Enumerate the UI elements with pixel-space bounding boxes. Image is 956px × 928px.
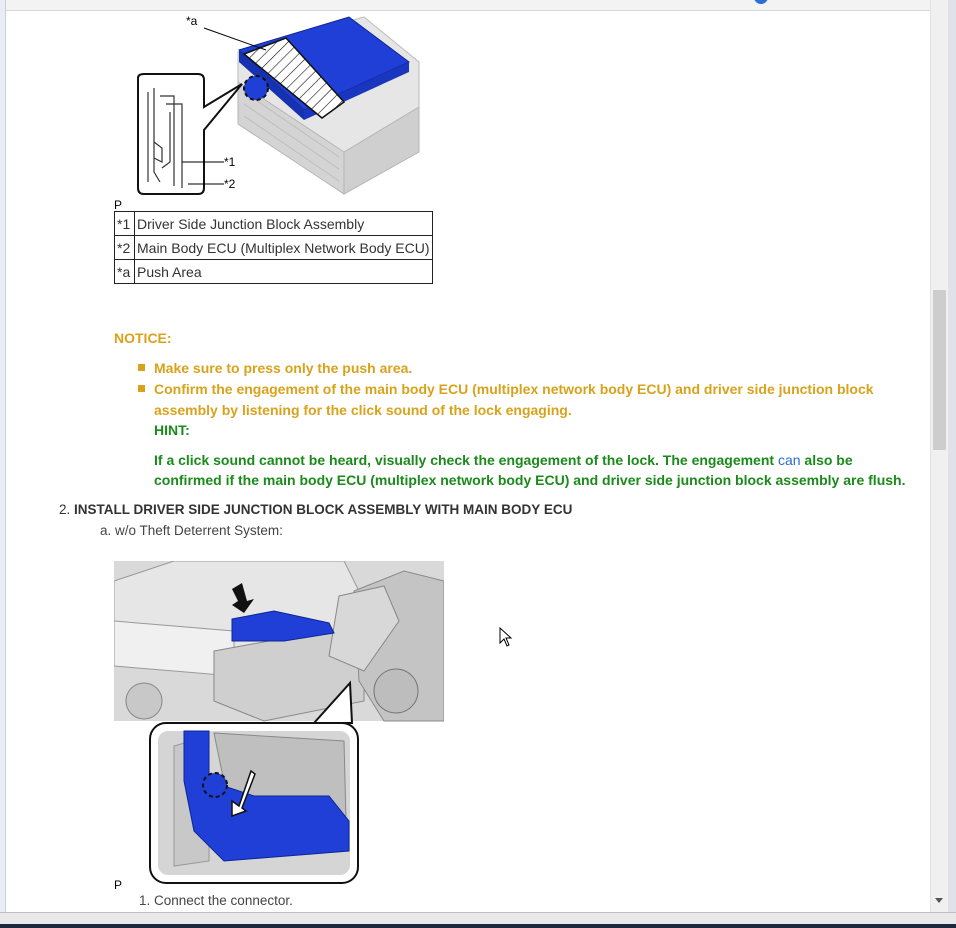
- notice-item-text: Make sure to press only the push area.: [154, 360, 413, 376]
- junction-block-figure: [114, 12, 446, 208]
- legend-desc: Push Area: [135, 260, 433, 284]
- step-2-title: INSTALL DRIVER SIDE JUNCTION BLOCK ASSEMBLY WITH MAIN BODY ECU: [74, 502, 573, 517]
- window-right-edge: [948, 0, 956, 912]
- substep-a: a. w/o Theft Deterrent System:: [100, 523, 283, 538]
- bullet-icon: [138, 385, 145, 392]
- mouse-cursor-icon: [499, 627, 513, 647]
- legend-key: *1: [115, 212, 135, 236]
- window-left-edge: [0, 0, 6, 927]
- step-2-heading: [59, 502, 572, 517]
- install-connector-figure: [114, 561, 444, 889]
- legend-key: *a: [115, 260, 135, 284]
- hint-link[interactable]: can: [777, 452, 801, 468]
- legend-desc: Driver Side Junction Block Assembly: [135, 212, 433, 236]
- table-row: [115, 212, 433, 236]
- bullet-icon: [138, 364, 145, 371]
- hint-title: HINT:: [154, 422, 190, 438]
- taskbar-edge: [0, 924, 956, 928]
- notice-list: [138, 358, 918, 421]
- scrollbar-thumb[interactable]: [933, 290, 946, 450]
- hint-text: [154, 450, 914, 490]
- list-item: [138, 379, 918, 421]
- window-bottom-bar: [0, 912, 956, 928]
- callout-2: *2: [224, 177, 236, 191]
- step-2-number: 2.: [59, 502, 71, 517]
- legend-table: [114, 211, 433, 284]
- hint-text-after: also be confirmed if the main body ECU (multiplex network body ECU) and driver side junction block assembly are flush.: [154, 452, 906, 488]
- scroll-down-arrow-icon[interactable]: [935, 898, 943, 903]
- table-row: [115, 236, 433, 260]
- list-item: [138, 358, 918, 379]
- callout-a: *a: [186, 14, 198, 28]
- notice-title: NOTICE:: [114, 330, 172, 346]
- vertical-scrollbar[interactable]: [930, 0, 949, 912]
- legend-desc: Main Body ECU (Multiplex Network Body ECU): [135, 236, 433, 260]
- hint-text-before: If a click sound cannot be heard, visually check the engagement of the lock. The engagement: [154, 452, 778, 468]
- figure1-p-label: P: [114, 198, 123, 212]
- app-indicator-icon: [754, 0, 768, 4]
- substep-1: 1. Connect the connector.: [139, 893, 293, 908]
- figure2-p-label: P: [114, 878, 123, 892]
- callout-1: *1: [224, 155, 236, 169]
- table-row: [115, 260, 433, 284]
- legend-key: *2: [115, 236, 135, 260]
- notice-item-text: Confirm the engagement of the main body ECU (multiplex network body ECU) and driver side junction block assembly by listening for the click sound of the lock engaging.: [154, 381, 874, 418]
- window-top-bar: [0, 0, 956, 11]
